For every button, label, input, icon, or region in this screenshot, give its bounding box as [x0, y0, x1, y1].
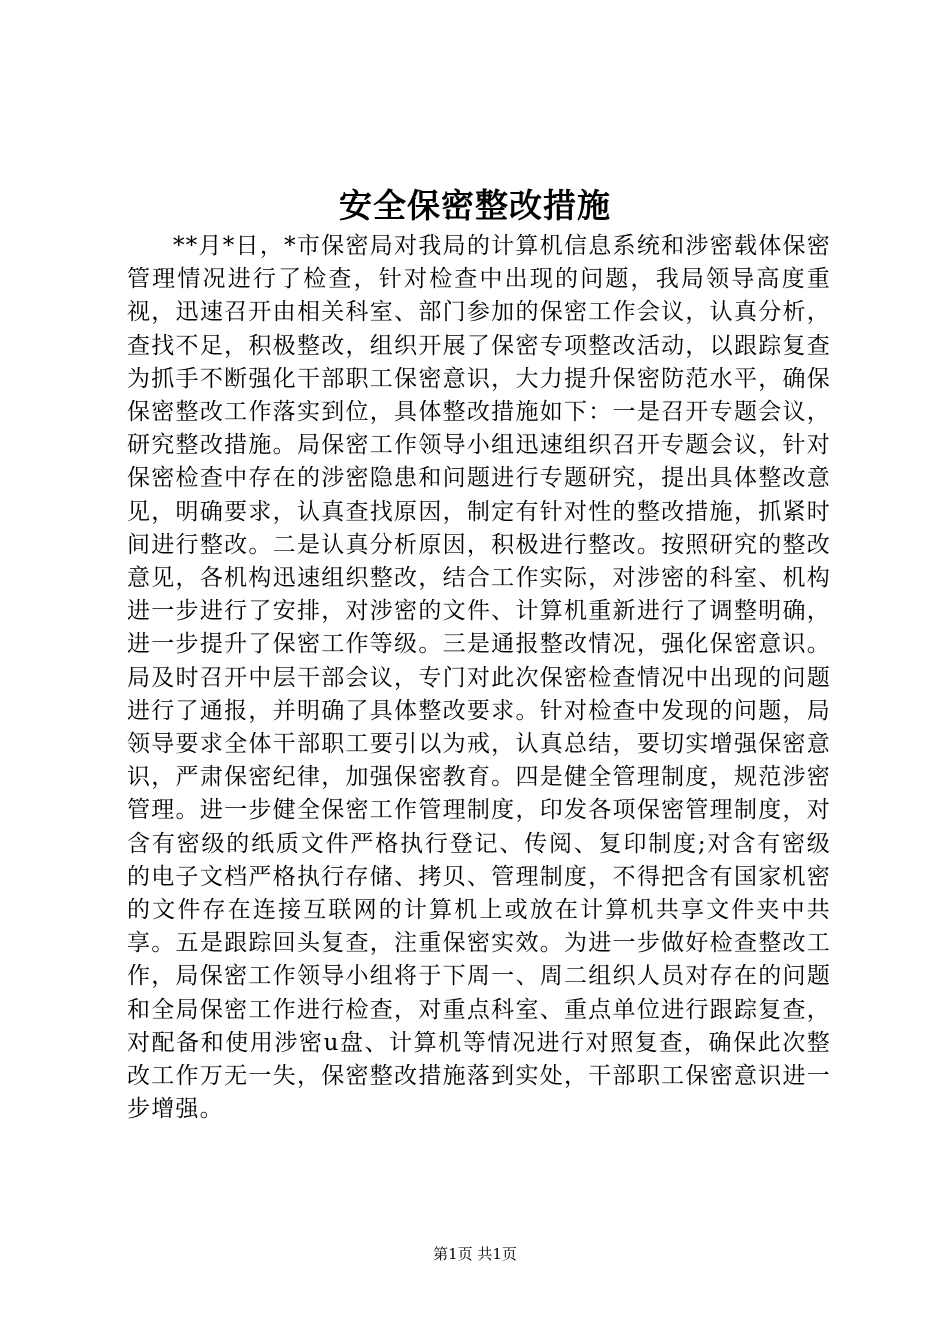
- document-title: 安全保密整改措施: [339, 186, 611, 225]
- page-number-footer: 第1页 共1页: [433, 1245, 517, 1263]
- document-body: **月*日，*市保密局对我局的计算机信息系统和涉密载体保密管理情况进行了检查，针对检查中出现的问题，我局领导高度重视，迅速召开由相关科室、部门参加的保密工作会议，认真分析，查找不足，积极整改，组织开展了保密专项整改活动，以跟踪复查为抓手不断强化干部职工保密意识，大力提升保密防范水平，确保保密整改工作落实到位，具体整改措施如下：一是召开专题会议，研究整改措施。局保密工作领导小组迅速组织召开专题会议，针对保密检查中存在的涉密隐患和问题进行专题研究，提出具体整改意见，明确要求，认真查找原因，制定有针对性的整改措施，抓紧时间进行整改。二是认真分析原因，积极进行整改。按照研究的整改意见，各机构迅速组织整改，结合工作实际，对涉密的科室、机构进一步进行了安排，对涉密的文件、计算机重新进行了调整明确，进一步提升了保密工作等级。三是通报整改情况，强化保密意识。局及时召开中层干部会议，专门对此次保密检查情况中出现的问题进行了通报，并明确了具体整改要求。针对检查中发现的问题，局领导要求全体干部职工要引以为戒，认真总结，要切实增强保密意识，严肃保密纪律，加强保密教育。四是健全管理制度，规范涉密管理。进一步健全保密工作管理制度，印发各项保密管理制度，对含有密级的纸质文件严格执行登记、传阅、复印制度;对含有密级的电子文档严格执行存储、拷贝、管理制度，不得把含有国家机密的文件存在连接互联网的计算机上或放在计算机共享文件夹中共享。五是跟踪回头复查，注重保密实效。为进一步做好检查整改工作，局保密工作领导小组将于下周一、周二组织人员对存在的问题和全局保密工作进行检查，对重点科室、重点单位进行跟踪复查，对配备和使用涉密u盘、计算机等情况进行对照复查，确保此次整改工作万无一失，保密整改措施落到实处，干部职工保密意识进一步增强。: [127, 233, 831, 1123]
